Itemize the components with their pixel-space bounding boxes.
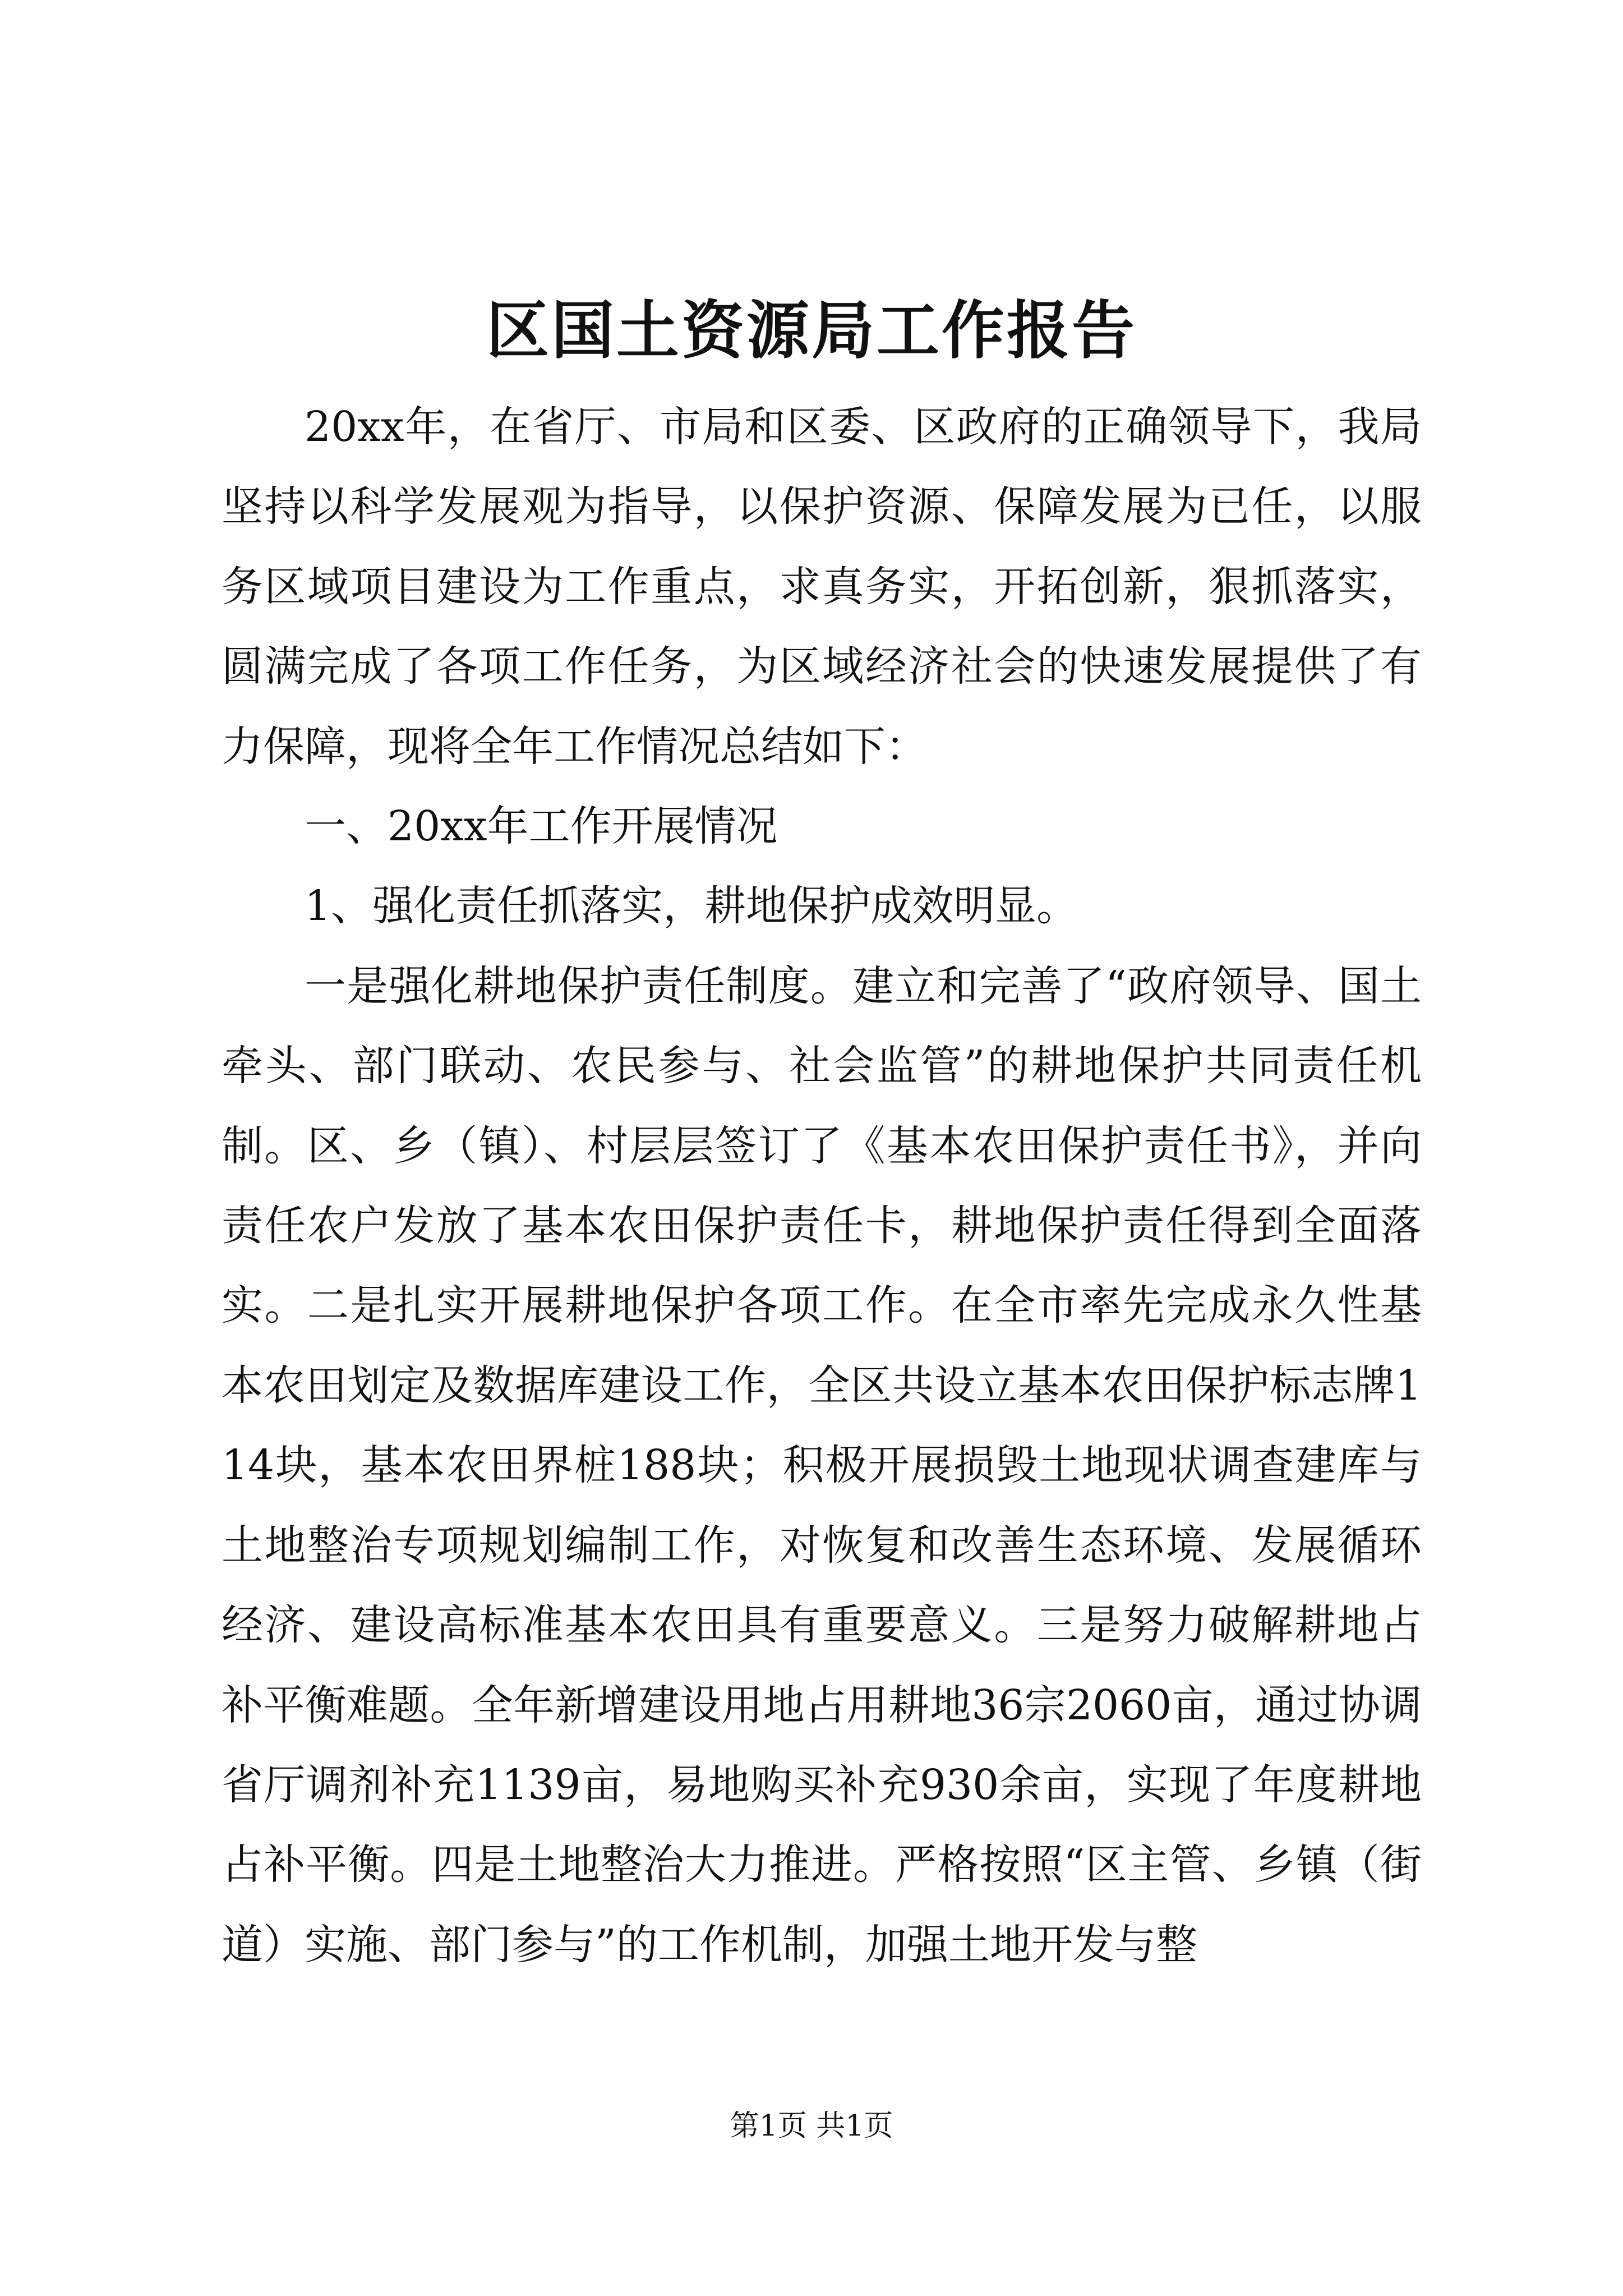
paragraph-farmland-protection: 一是强化耕地保护责任制度。建立和完善了“政府领导、国土牵头、部门联动、农民参与、社会监管”的耕地保护共同责任机制。区、乡（镇）、村层层签订了《基本农田保护责任书》，并向责任农户发放了基本农田保护责任卡，耕地保护责任得到全面落实。二是扎实开展耕地保护各项工作。在全市率先完成永久性基本农田划定及数据库建设工作，全区共设立基本农田保护标志牌114块，基本农田界桩188块；积极开展损毁土地现状调查建库与土地整治专项规划编制工作，对恢复和改善生态环境、发展循环经济、建设高标准基本农田具有重要意义。三是努力破解耕地占补平衡难题。全年新增建设用地占用耕地36宗2060亩，通过协调省厅调剂补充1139亩，易地购买补充930余亩，实现了年度耕地占补平衡。四是土地整治大力推进。严格按照“区主管、乡镇（街道）实施、部门参与”的工作机制，加强土地开发与整 <box>222 961 1422 1969</box>
page-footer: 第1页 共1页 <box>730 2109 893 2143</box>
document-title: 区国土资源局工作报告 <box>486 294 1137 367</box>
document-body <box>222 387 1422 1985</box>
paragraph-intro: 20xx年，在省厅、市局和区委、区政府的正确领导下，我局坚持以科学发展观为指导，以保护资源、保障发展为已任，以服务区域项目建设为工作重点，求真务实，开拓创新，狠抓落实，圆满完成了各项工作任务，为区域经济社会的快速发展提供了有力保障，现将全年工作情况总结如下： <box>222 403 1422 771</box>
subsection-heading-1: 1、强化责任抓落实，耕地保护成效明显。 <box>305 882 1078 931</box>
section-heading-1: 一、20xx年工作开展情况 <box>305 802 778 851</box>
